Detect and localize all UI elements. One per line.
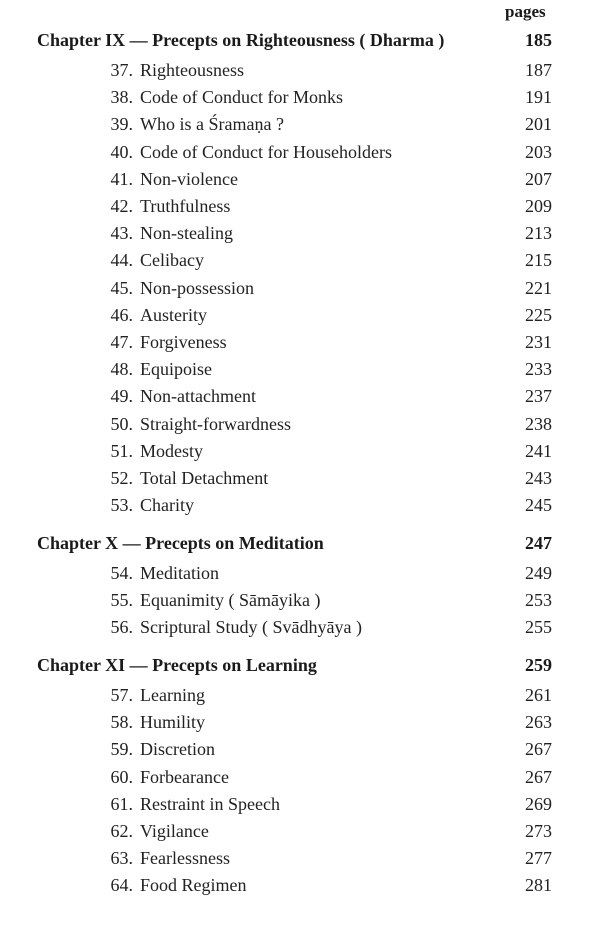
chapter-heading: [0, 30, 600, 56]
entry-title: Non-attachment: [140, 386, 256, 407]
entry-title: Vigilance: [140, 821, 209, 841]
entry-title: Meditation: [140, 563, 219, 583]
entry-title: Total Detachment: [140, 468, 269, 488]
toc-entry: [0, 414, 600, 440]
entry-title: Forgiveness: [140, 332, 227, 352]
entry-title: Forbearance: [140, 766, 229, 787]
entry-number: 56.: [110, 617, 133, 638]
entry-number: 62.: [110, 821, 133, 841]
toc-entry: [0, 617, 600, 643]
entry-page-number: 201: [525, 114, 552, 135]
entry-title: Fearlessness: [140, 848, 230, 869]
entry-title: Charity: [140, 495, 194, 516]
entry-page-number: 203: [525, 141, 552, 162]
entry-number: 43.: [110, 223, 133, 244]
entry-page-number: 281: [525, 875, 552, 896]
toc-entry: [0, 821, 600, 847]
entry-page-number: 209: [525, 196, 552, 216]
entry-page-number: 187: [525, 60, 552, 80]
entry-page-number: 241: [525, 440, 552, 461]
toc-entry: [0, 767, 600, 793]
entry-page-number: 191: [525, 87, 552, 108]
toc-entry: [0, 712, 600, 738]
entry-page-number: 261: [525, 685, 552, 705]
entry-title: Code of Conduct for Householders: [140, 141, 392, 162]
toc-entry: [0, 875, 600, 901]
entry-title: Truthfulness: [140, 196, 231, 216]
entry-page-number: 255: [525, 617, 552, 638]
entry-number: 45.: [110, 277, 133, 298]
toc-entry: [0, 87, 600, 113]
chapter-page-number: 185: [525, 30, 552, 50]
entry-title: Austerity: [140, 304, 207, 325]
entry-number: 59.: [110, 739, 133, 760]
chapter-heading: [0, 655, 600, 681]
toc-entry: [0, 305, 600, 331]
toc-entry: [0, 278, 600, 304]
entry-page-number: 273: [525, 821, 552, 841]
chapter-title: Chapter IX — Precepts on Righteousness ( Dharma ): [37, 30, 445, 50]
entry-number: 41.: [110, 168, 133, 189]
entry-title: Code of Conduct for Monks: [140, 87, 343, 108]
entry-title: Humility: [140, 712, 206, 733]
toc-entry: [0, 794, 600, 820]
toc-entry: [0, 142, 600, 168]
toc-entry: [0, 495, 600, 521]
entry-title: Modesty: [140, 440, 203, 461]
entry-number: 57.: [110, 685, 133, 705]
entry-number: 64.: [110, 875, 133, 896]
entry-title: Straight-forwardness: [140, 413, 291, 434]
entry-number: 46.: [110, 304, 133, 325]
chapter-page-number: 259: [525, 655, 552, 675]
entry-title: Righteousness: [140, 60, 245, 80]
entry-page-number: 221: [525, 277, 552, 298]
toc-entry: [0, 114, 600, 140]
entry-page-number: 207: [525, 168, 552, 189]
toc-entry: [0, 386, 600, 412]
chapter-page-number: 247: [525, 533, 552, 553]
toc-entry: [0, 468, 600, 494]
entry-page-number: 243: [525, 468, 552, 488]
toc-entry: [0, 169, 600, 195]
entry-number: 50.: [110, 413, 133, 434]
entry-number: 58.: [110, 712, 133, 733]
entry-title: Scriptural Study ( Svādhyāya ): [140, 617, 362, 638]
chapter-title: Chapter X — Precepts on Meditation: [37, 533, 324, 553]
entry-number: 48.: [110, 359, 133, 380]
entry-number: 51.: [110, 440, 133, 461]
toc-entry: [0, 359, 600, 385]
entry-title: Equipoise: [140, 359, 212, 380]
entry-title: Discretion: [140, 739, 215, 760]
entry-title: Who is a Śramaṇa ?: [140, 114, 284, 135]
toc-entry: [0, 441, 600, 467]
toc-entry: [0, 563, 600, 589]
entry-number: 49.: [110, 386, 133, 407]
entry-number: 40.: [110, 141, 133, 162]
entry-page-number: 233: [525, 359, 552, 380]
entry-page-number: 249: [525, 563, 552, 583]
entry-number: 54.: [110, 563, 133, 583]
entry-number: 44.: [110, 250, 133, 271]
entry-page-number: 253: [525, 590, 552, 611]
entry-number: 39.: [110, 114, 133, 135]
entry-page-number: 263: [525, 712, 552, 733]
entry-title: Food Regimen: [140, 875, 247, 896]
toc-entry: [0, 60, 600, 86]
chapter-title: Chapter XI — Precepts on Learning: [37, 655, 317, 675]
entry-page-number: 231: [525, 332, 552, 352]
entry-page-number: 267: [525, 766, 552, 787]
entry-page-number: 213: [525, 223, 552, 244]
entry-page-number: 267: [525, 739, 552, 760]
entry-number: 38.: [110, 87, 133, 108]
entry-number: 55.: [110, 590, 133, 611]
toc-entry: [0, 685, 600, 711]
entry-page-number: 277: [525, 848, 552, 869]
entry-title: Restraint in Speech: [140, 793, 280, 814]
toc-entry: [0, 196, 600, 222]
entry-page-number: 245: [525, 495, 552, 516]
toc-entry: [0, 332, 600, 358]
entry-title: Learning: [140, 685, 205, 705]
entry-title: Non-stealing: [140, 223, 233, 244]
toc-entry: [0, 848, 600, 874]
entry-number: 37.: [110, 60, 133, 80]
entry-page-number: 238: [525, 413, 552, 434]
entry-number: 60.: [110, 766, 133, 787]
entry-page-number: 215: [525, 250, 552, 271]
entry-number: 42.: [110, 196, 133, 216]
toc-entry: [0, 223, 600, 249]
toc-entry: [0, 250, 600, 276]
entry-page-number: 225: [525, 304, 552, 325]
toc-entry: [0, 739, 600, 765]
entry-title: Celibacy: [140, 250, 204, 271]
entry-title: Non-violence: [140, 168, 238, 189]
entry-title: Equanimity ( Sāmāyika ): [140, 590, 321, 611]
toc-entry: [0, 590, 600, 616]
entry-page-number: 237: [525, 386, 552, 407]
entry-title: Non-possession: [140, 277, 255, 298]
entry-page-number: 269: [525, 793, 552, 814]
entry-number: 52.: [110, 468, 133, 488]
pages-column-header: pages: [505, 2, 546, 21]
entry-number: 53.: [110, 495, 133, 516]
entry-number: 47.: [110, 332, 133, 352]
entry-number: 61.: [110, 793, 133, 814]
entry-number: 63.: [110, 848, 133, 869]
chapter-heading: [0, 533, 600, 559]
